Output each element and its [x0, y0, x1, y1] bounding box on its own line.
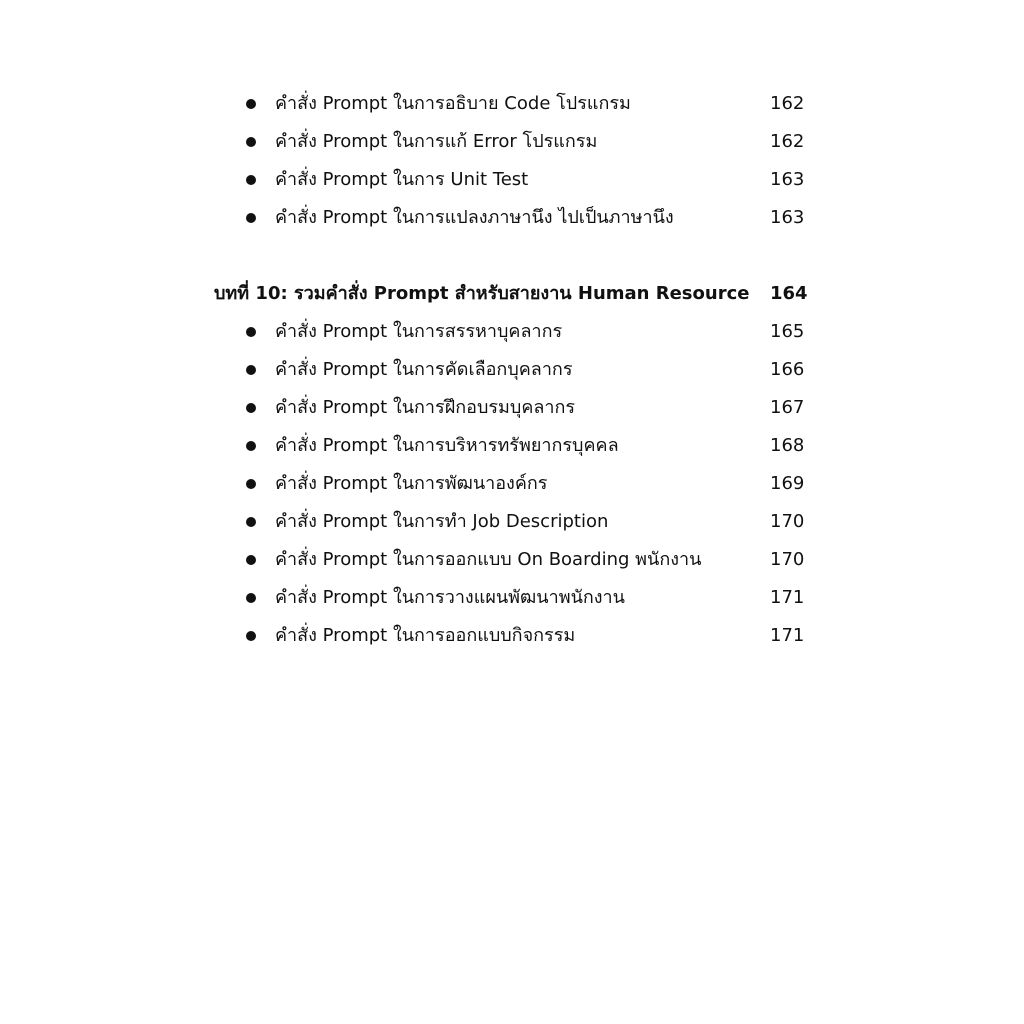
bullet-icon [246, 327, 256, 337]
toc-entry-label: คำสั่ง Prompt ในการบริหารทรัพยากรบุคคล [275, 435, 619, 456]
toc-entry-page: 162 [770, 131, 805, 152]
toc-entry-label: คำสั่ง Prompt ในการพัฒนาองค์กร [275, 473, 548, 494]
bullet-icon [246, 175, 256, 185]
toc-entry-label: คำสั่ง Prompt ในการออกแบบกิจกรรม [275, 625, 576, 646]
bullet-icon [246, 517, 256, 527]
toc-entry-page: 168 [770, 435, 805, 456]
toc-entry-label: คำสั่ง Prompt ในการคัดเลือกบุคลากร [275, 359, 573, 380]
toc-entry-page: 167 [770, 397, 805, 418]
bullet-icon [246, 441, 256, 451]
toc-entry-page: 171 [770, 587, 805, 608]
toc-entry-label: คำสั่ง Prompt ในการสรรหาบุคลากร [275, 321, 563, 342]
bullet-icon [246, 631, 256, 641]
toc-entry-page: 169 [770, 473, 805, 494]
toc-entry-page: 163 [770, 207, 805, 228]
toc-entry-label: คำสั่ง Prompt ในการฝึกอบรมบุคลากร [275, 397, 576, 418]
bullet-icon [246, 99, 256, 109]
toc-entry-label: คำสั่ง Prompt ในการอธิบาย Code โปรแกรม [275, 93, 631, 114]
toc-entry-label: คำสั่ง Prompt ในการแปลงภาษานึง ไปเป็นภาษานึง [275, 207, 674, 228]
bullet-icon [246, 403, 256, 413]
toc-entry-page: 165 [770, 321, 805, 342]
bullet-icon [246, 213, 256, 223]
toc-entry-page: 170 [770, 549, 805, 570]
toc-entry-label: คำสั่ง Prompt ในการแก้ Error โปรแกรม [275, 131, 598, 152]
bullet-icon [246, 555, 256, 565]
toc-entry-page: 162 [770, 93, 805, 114]
toc-entry-page: 170 [770, 511, 805, 532]
toc-entry-page: 163 [770, 169, 805, 190]
toc-entry-page: 166 [770, 359, 805, 380]
bullet-icon [246, 479, 256, 489]
toc-entry-label: คำสั่ง Prompt ในการ Unit Test [275, 169, 529, 190]
bullet-icon [246, 593, 256, 603]
chapter-page: 164 [770, 283, 808, 304]
toc-entry-label: คำสั่ง Prompt ในการออกแบบ On Boarding พนักงาน [275, 549, 702, 570]
toc-entry-label: คำสั่ง Prompt ในการทำ Job Description [275, 511, 609, 532]
chapter-title: บทที่ 10: รวมคำสั่ง Prompt สำหรับสายงาน Human Resource [214, 283, 750, 304]
toc-entry-page: 171 [770, 625, 805, 646]
bullet-icon [246, 365, 256, 375]
bullet-icon [246, 137, 256, 147]
toc-entry-label: คำสั่ง Prompt ในการวางแผนพัฒนาพนักงาน [275, 587, 625, 608]
